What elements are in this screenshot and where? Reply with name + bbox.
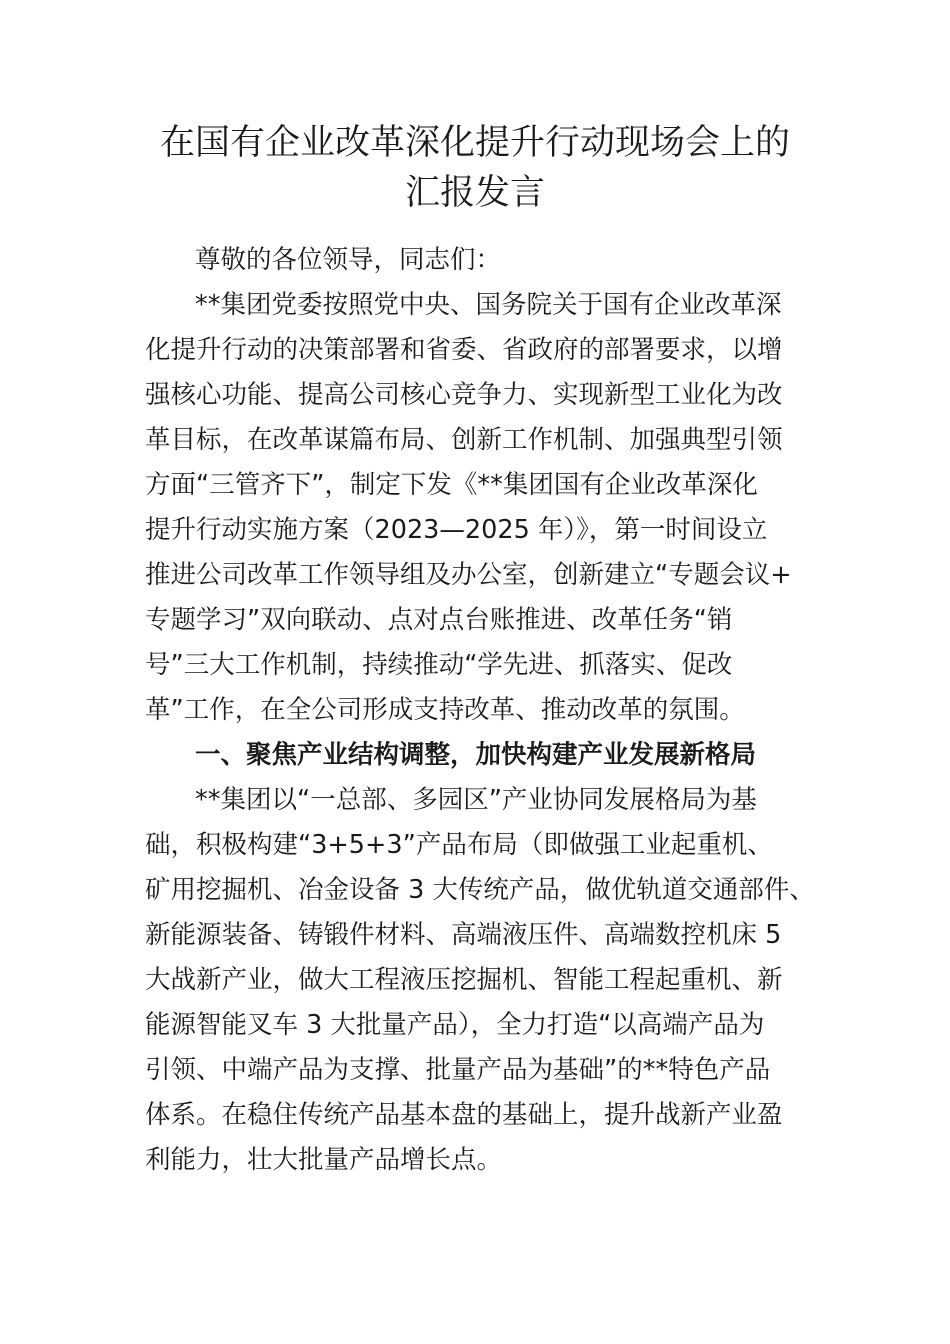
paragraph-1-line: 革”工作，在全公司形成支持改革、推动改革的氛围。 xyxy=(145,695,745,725)
paragraph-2-line: 大战新产业，做大工程液压挖掘机、智能工程起重机、新 xyxy=(145,965,783,995)
title-line-1: 在国有企业改革深化提升行动现场会上的 xyxy=(159,123,790,163)
salutation: 尊敬的各位领导，同志们： xyxy=(195,245,502,275)
paragraph-2-line: **集团以“一总部、多园区”产业协同发展格局为基 xyxy=(195,785,757,815)
paragraph-2-line: 引领、中端产品为支撑、批量产品为基础”的**特色产品 xyxy=(145,1055,771,1085)
paragraph-1-line: 提升行动实施方案（2023—2025 年）》，第一时间设立 xyxy=(145,515,768,545)
paragraph-2-line: 新能源装备、铸锻件材料、高端液压件、高端数控机床 5 xyxy=(145,920,782,950)
paragraph-1-line: 方面“三管齐下”，制定下发《**集团国有企业改革深化 xyxy=(145,470,758,500)
paragraph-1-line: 专题学习”双向联动、点对点台账推进、改革任务“销 xyxy=(145,605,733,635)
document-title xyxy=(120,118,830,218)
paragraph-2-line: 矿用挖掘机、冶金设备 3 大传统产品，做优轨道交通部件、 xyxy=(145,875,815,905)
paragraph-1-line: 化提升行动的决策部署和省委、省政府的部署要求，以增 xyxy=(145,335,783,365)
section-heading: 一、聚焦产业结构调整，加快构建产业发展新格局 xyxy=(195,740,757,770)
paragraph-2-line: 利能力，壮大批量产品增长点。 xyxy=(145,1145,503,1175)
paragraph-1-line: 革目标，在改革谋篇布局、创新工作机制、加强典型引领 xyxy=(145,425,783,455)
paragraph-2-line: 体系。在稳住传统产品基本盘的基础上，提升战新产业盈 xyxy=(145,1100,783,1130)
paragraph-1-line: **集团党委按照党中央、国务院关于国有企业改革深 xyxy=(195,290,782,320)
title-line-2: 汇报发言 xyxy=(404,173,545,213)
paragraph-2-line: 能源智能叉车 3 大批量产品），全力打造“以高端产品为 xyxy=(145,1010,765,1040)
paragraph-2-line: 础，积极构建“3+5+3”产品布局（即做强工业起重机、 xyxy=(145,830,773,860)
paragraph-1-line: 号”三大工作机制，持续推动“学先进、抓落实、促改 xyxy=(145,650,733,680)
paragraph-1-line: 推进公司改革工作领导组及办公室，创新建立“专题会议+ xyxy=(145,560,792,590)
paragraph-1-line: 强核心功能、提高公司核心竞争力、实现新型工业化为改 xyxy=(145,380,783,410)
